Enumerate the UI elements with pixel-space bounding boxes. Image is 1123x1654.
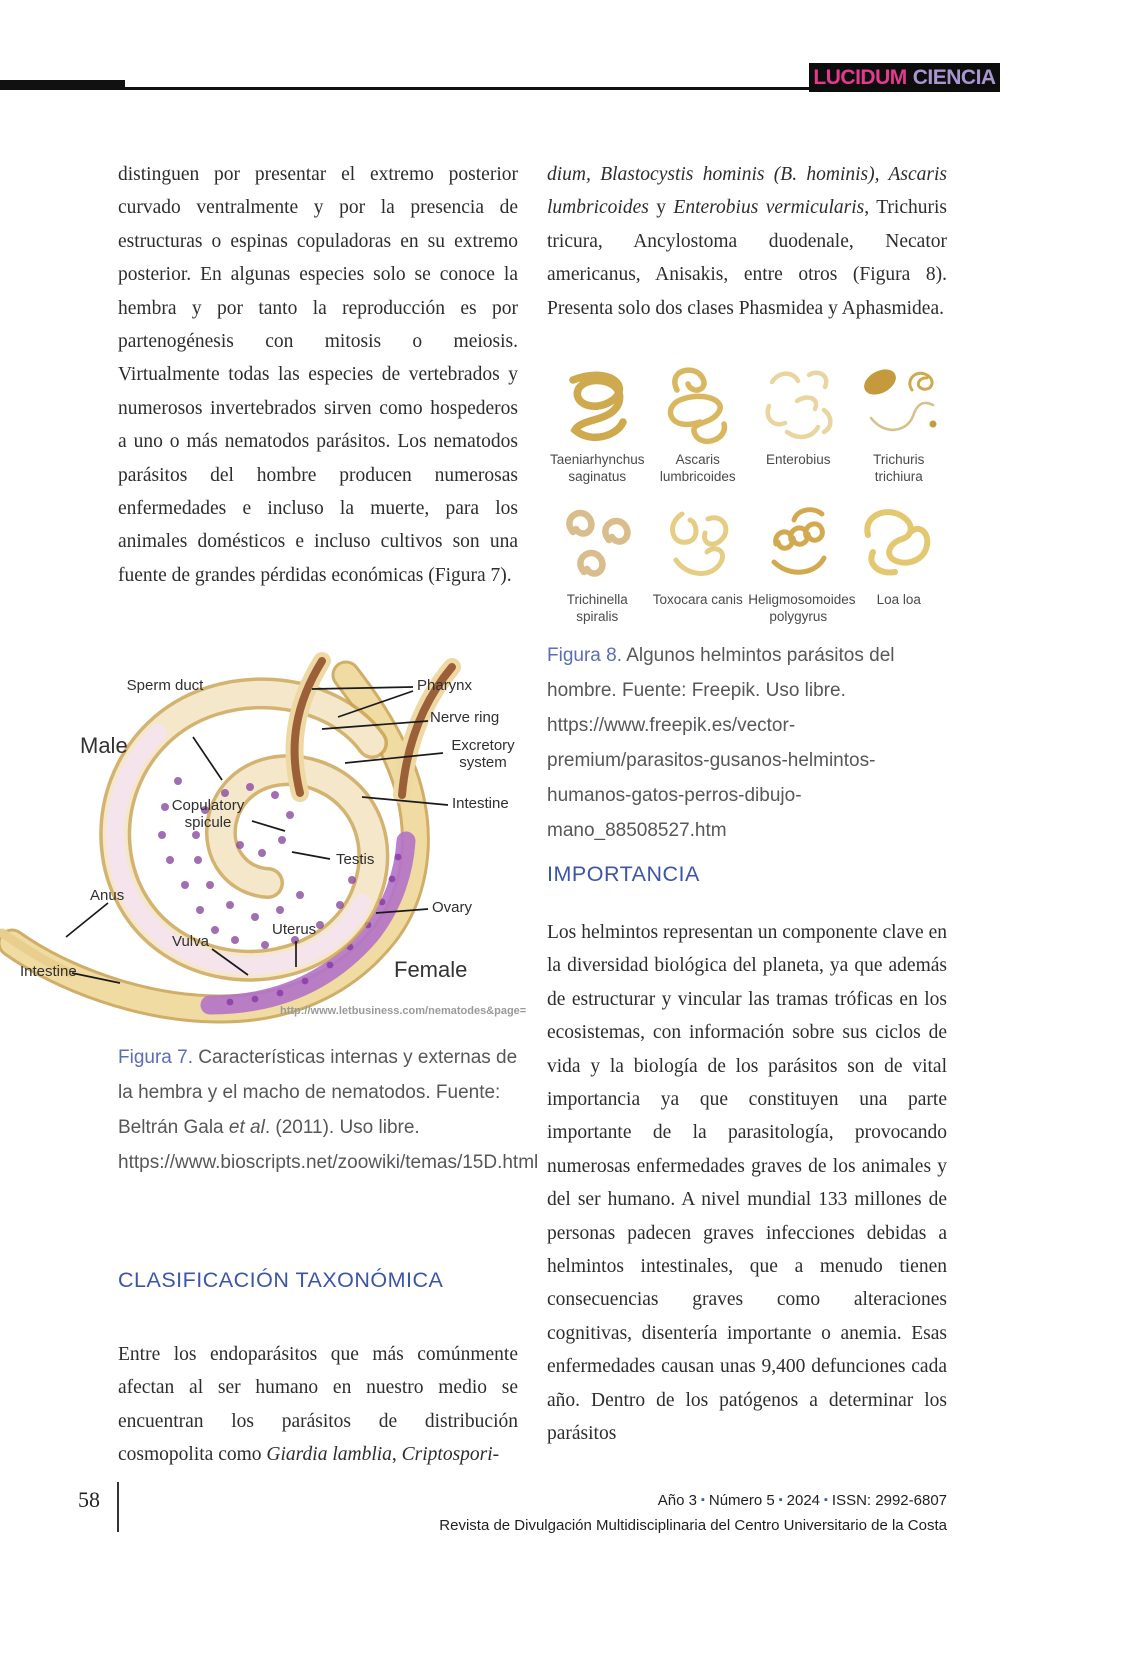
footer-issue-line	[307, 1489, 947, 1514]
worm-illustration-trichuris	[853, 360, 945, 452]
label-anus: Anus	[90, 887, 125, 904]
figure8-item	[547, 360, 648, 492]
worm-illustration-ascaris	[652, 360, 744, 452]
worm-illustration-loa-loa	[853, 500, 945, 592]
species-label: Enterobius	[765, 452, 831, 467]
figure8-item	[648, 500, 749, 632]
right-paragraph-1	[547, 158, 947, 325]
figure8-helminth-grid	[547, 360, 949, 632]
figure8-item	[547, 500, 648, 632]
figure7-caption-text1: Características internas y externas de la hembra y el macho de nematodos. Fuente: Beltrán Gala	[118, 1047, 518, 1138]
right-paragraph-2-text: Los helmintos representan un componente clave en la diversidad biológica del planeta, ya que además de estructurar y vincular las tramas tróficas en los ecosistemas, con información sobre sus ciclos de vida y la biología de los parásitos son de vital importancia ya que constituyen una parte importante de la parasitología, provocando numerosas enfermedades graves de los animales y del ser humano. A nivel mundial 133 millones de personas padecen graves infecciones debidas a helmintos intestinales, que a menudo tienen consecuencias graves como alteraciones cognitivas, disentería importante o anemia. Esas enfermedades causan unas 9,400 defunciones cada año. Dentro de los patógenos a determinar los parásitos	[547, 922, 947, 1445]
species-label: Heligmosomoides polygyrus	[748, 592, 856, 624]
figure7-caption-italic: et al	[228, 1117, 265, 1138]
label-female: Female	[394, 957, 468, 982]
label-ovary: Ovary	[432, 899, 473, 916]
left-paragraph-2-text1: Entre los endoparásitos que más comúnmente afectan al ser humano en nuestro medio se encuentran los parásitos de distribución cosmopolita como	[118, 1344, 518, 1466]
page-number-rule	[117, 1482, 119, 1532]
figure7-caption	[118, 1040, 539, 1180]
figure8-item	[648, 360, 749, 492]
footer-separator-icon: ▪	[824, 1494, 828, 1506]
right-paragraph-1-italic1: dium, Blastocystis hominis (B. hominis), Ascaris lumbricoides	[547, 164, 947, 219]
label-excretory-system: Excretory system	[451, 737, 515, 771]
worm-illustration-trichinella	[551, 500, 643, 592]
logo-word-ciencia: CIENCIA	[912, 65, 996, 89]
figure7-caption-label: Figura 7.	[118, 1047, 193, 1068]
footer-date: 2024	[786, 1492, 821, 1509]
worm-illustration-enterobius	[752, 360, 844, 452]
figure7-caption-text2: . (2011). Uso libre. https://www.bioscripts.net/zoowiki/temas/15D.html	[118, 1117, 539, 1173]
species-label: Loa loa	[876, 592, 921, 607]
right-paragraph-1-text2: , Trichuris tricura, Ancylostoma duodenale, Necator americanus, Anisakis, entre otros (Figura 8). Presenta solo dos clases Phasmidea y Aphasmidea.	[547, 197, 947, 319]
label-pharynx: Pharynx	[417, 677, 473, 694]
figure7-nematode-diagram	[0, 645, 540, 1035]
species-label: Ascaris lumbricoides	[659, 452, 736, 484]
figure8-caption-text: Algunos helmintos parásitos del hombre. Fuente: Freepik. Uso libre. https://www.freepik.es/vector-premium/parasitos-gusanos-helmintos-humanos-gatos-perros-dibujo-mano_88508527.htm	[547, 645, 895, 841]
right-paragraph-2	[547, 916, 947, 1451]
logo-word-lucidum: LUCIDUM	[813, 65, 907, 89]
figure8-caption	[547, 638, 949, 848]
figure8-item	[748, 360, 849, 492]
species-label: Taeniarhynchus saginatus	[549, 452, 645, 484]
left-paragraph-2-italic2: Criptospori-	[401, 1444, 500, 1466]
footer-issn: ISSN: 2992-6807	[831, 1492, 947, 1509]
label-vulva: Vulva	[172, 933, 209, 950]
label-uterus: Uterus	[272, 921, 317, 938]
left-paragraph-1-text: distinguen por presentar el extremo posterior curvado ventralmente y por la presencia de estructuras o espinas copuladoras en su extremo posterior. En algunas especies solo se conoce la hembra y por tanto la reproducción es por partenogénesis con mitosis o meiosis. Virtualmente todas las especies de vertebrados y numerosos invertebrados sirven como hospederos a uno o más nematodos parásitos. Los nematodos parásitos del hombre producen numerosas enfermedades e incluso la muerte, para los animales domésticos e incluso cultivos son una fuente de grandes pérdidas económicas (Figura 7).	[118, 164, 518, 586]
label-intestine-right: Intestine	[452, 795, 509, 812]
species-label: Trichinella spiralis	[566, 592, 628, 624]
label-male: Male	[80, 733, 128, 758]
footer-separator-icon: ▪	[700, 1494, 705, 1506]
footer-journal-name: Revista de Divulgación Multidisciplinaria del Centro Universitario de la Costa	[439, 1517, 947, 1534]
figure8-item	[849, 500, 950, 632]
worm-illustration-taeniarhynchus	[551, 360, 643, 452]
figure8-item	[748, 500, 856, 632]
footer-year: Año 3	[657, 1492, 697, 1509]
section-heading-importancia: IMPORTANCIA	[547, 862, 700, 886]
figure8-caption-label: Figura 8.	[547, 645, 622, 666]
left-paragraph-2	[118, 1338, 518, 1472]
label-nerve-ring: Nerve ring	[430, 709, 500, 726]
left-paragraph-2-italic1: Giardia lamblia	[266, 1444, 392, 1466]
left-paragraph-1	[118, 158, 518, 592]
journal-logo	[809, 63, 1000, 92]
label-testis: Testis	[336, 851, 375, 868]
species-label: Trichuris trichiura	[873, 452, 925, 484]
right-paragraph-1-text1: y	[648, 197, 674, 219]
worm-illustration-heligmosomoides	[752, 500, 844, 592]
species-label: Toxocara canis	[652, 592, 743, 607]
right-paragraph-1-italic2: Enterobius vermicularis	[673, 197, 865, 219]
label-sperm-duct: Sperm duct	[126, 677, 204, 694]
worm-illustration-toxocara	[652, 500, 744, 592]
footer-meta	[307, 1489, 947, 1538]
section-heading-clasificacion: CLASIFICACIÓN TAXONÓMICA	[118, 1268, 444, 1292]
left-paragraph-2-text2: ,	[391, 1444, 402, 1466]
label-copulatory-spicule: Copulatory spicule	[171, 797, 245, 831]
figure7-watermark: http://www.letbusiness.com/nematodes&page=	[280, 1005, 527, 1017]
footer-number: Número 5	[708, 1492, 775, 1509]
page-number: 58	[78, 1487, 100, 1512]
footer-separator-icon: ▪	[778, 1494, 783, 1506]
figure8-item	[849, 360, 950, 492]
label-intestine-left: Intestine	[20, 963, 77, 980]
